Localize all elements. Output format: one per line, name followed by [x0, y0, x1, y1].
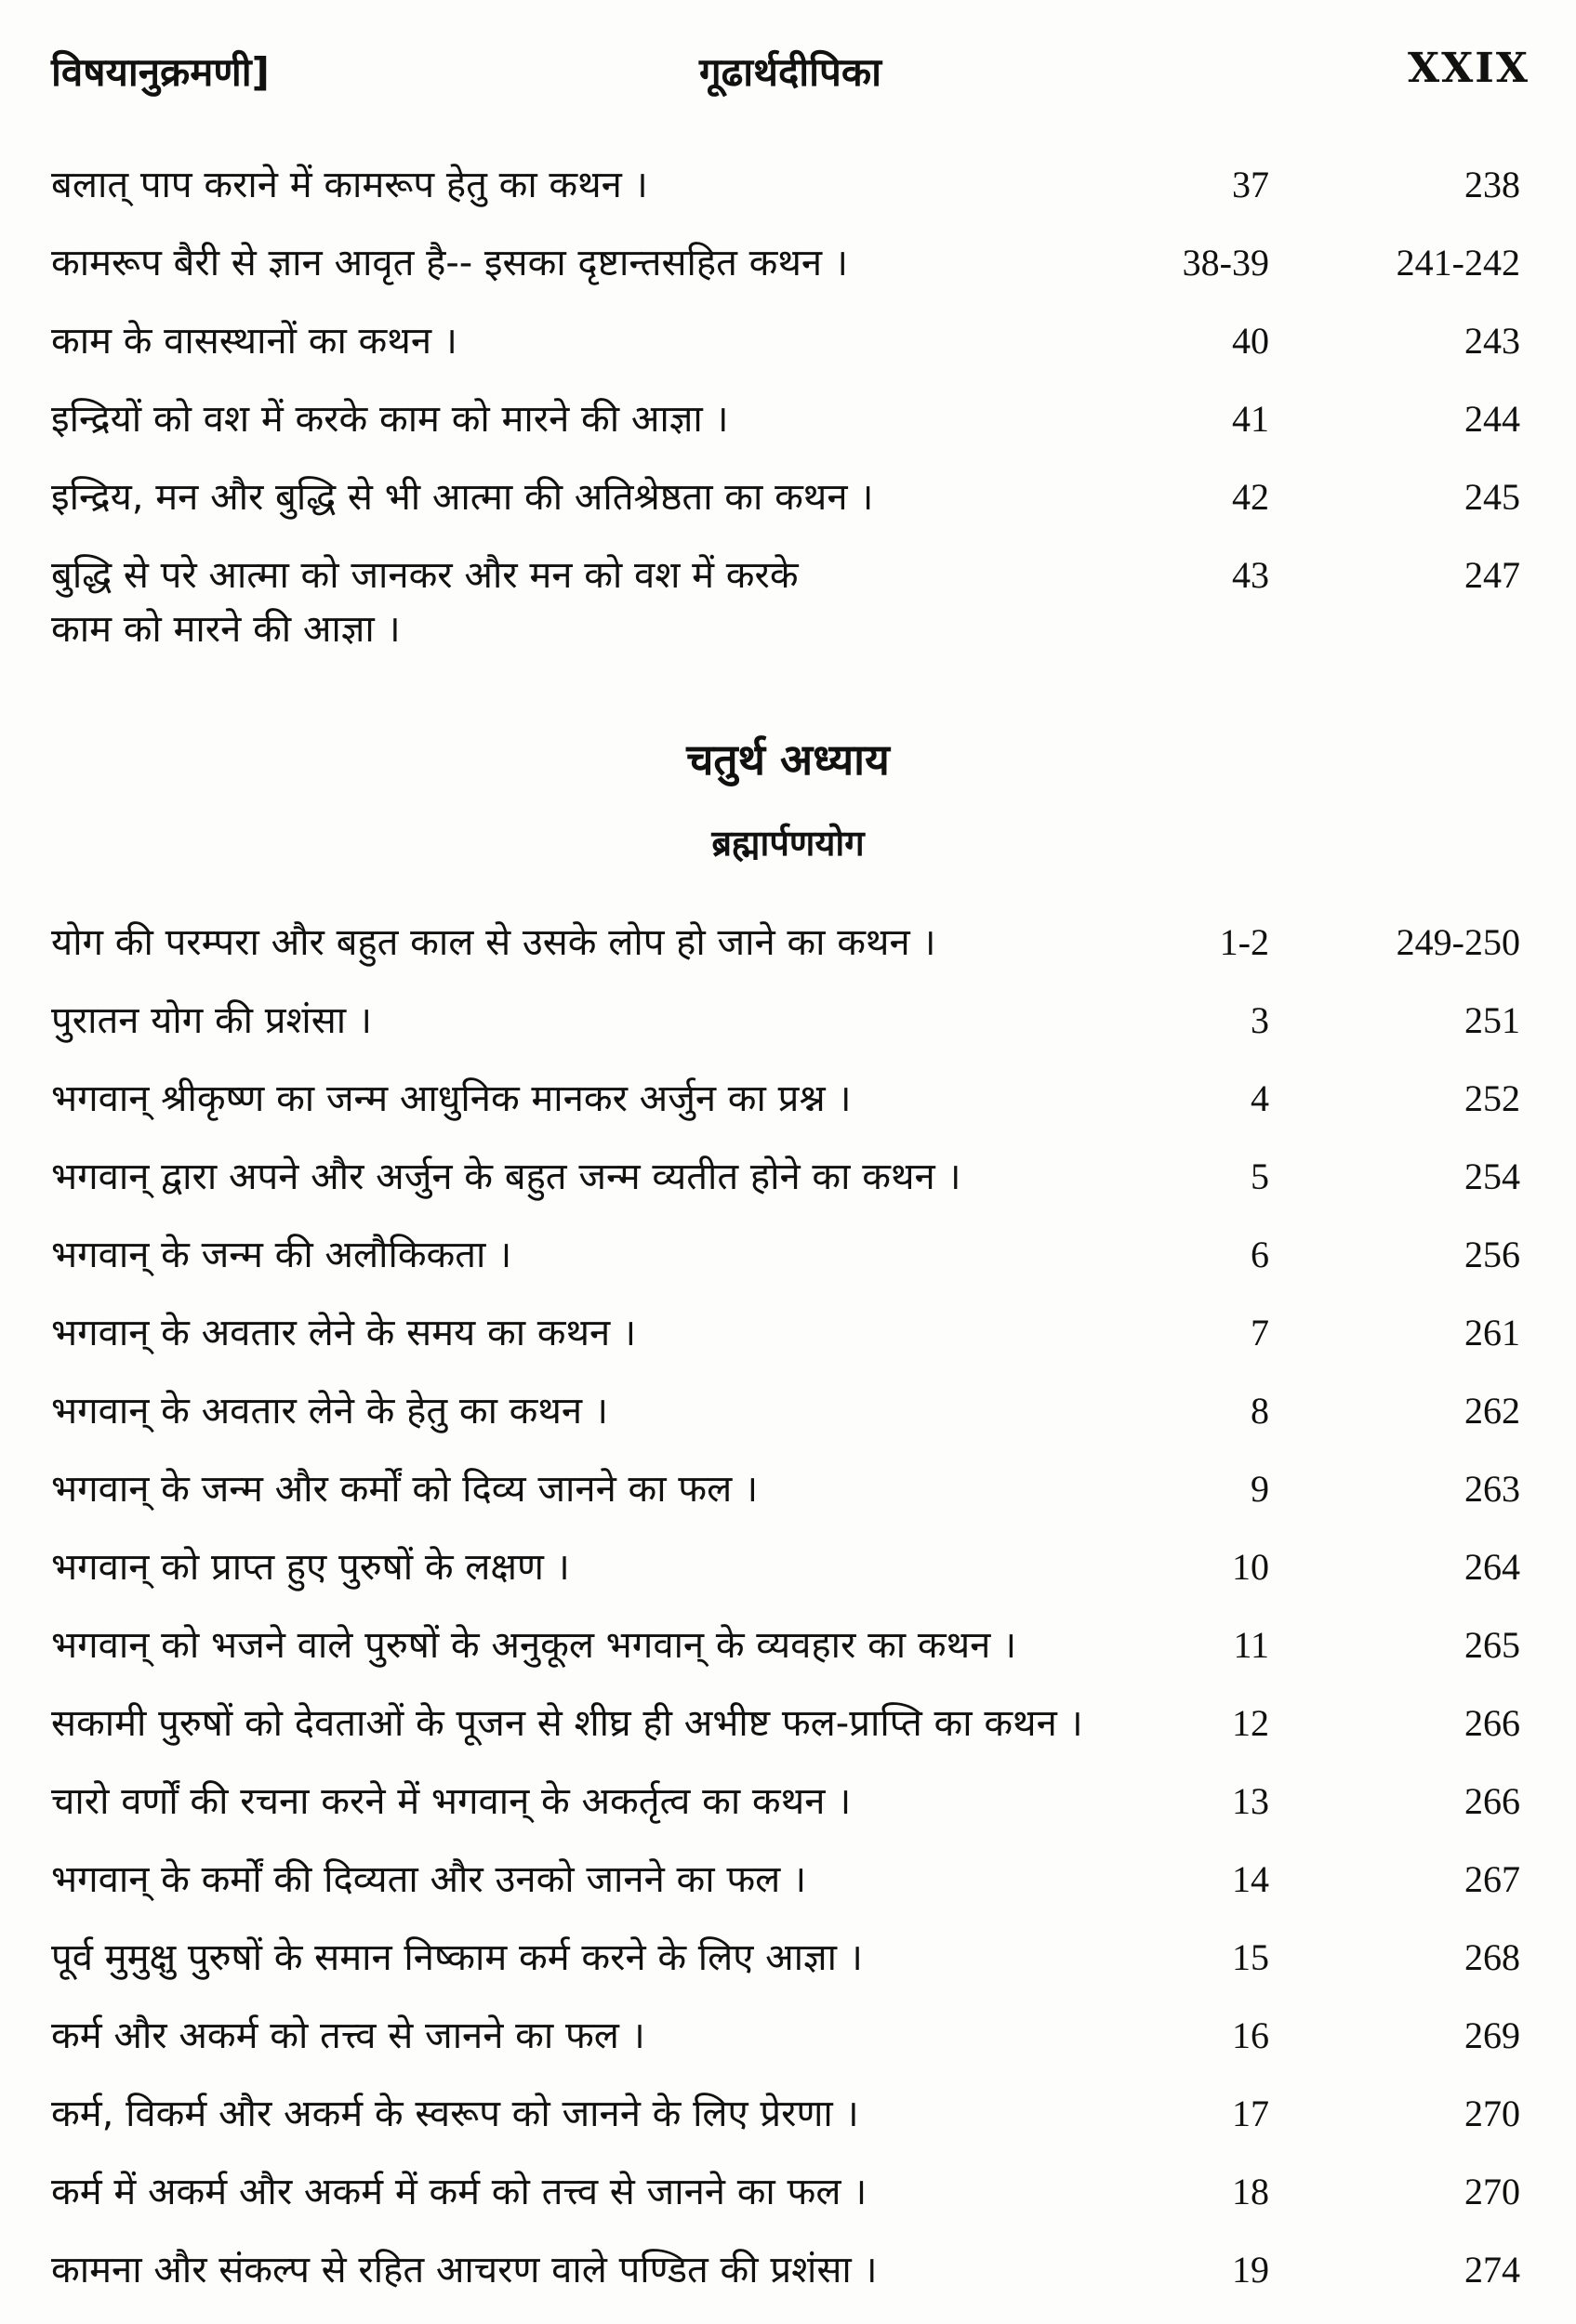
toc-row: [51, 2165, 1520, 2243]
toc-entry-verse: 38-39: [1182, 242, 1269, 284]
toc-row: [51, 1384, 1520, 1462]
toc-row: [51, 470, 1520, 548]
toc-entry-description: भगवान् के अवतार लेने के समय का कथन ।: [51, 1312, 637, 1354]
toc-entry-verse: 15: [1232, 1936, 1269, 1978]
toc-entry-description: पूर्व मुमुक्षु पुरुषों के समान निष्काम कर्म करने के लिए आज्ञा ।: [51, 1936, 863, 1979]
toc-entry-verse: 7: [1251, 1312, 1269, 1353]
toc-row: [51, 2243, 1520, 2321]
toc-entry-description: भगवान् को भजने वाले पुरुषों के अनुकूल भगवान् के व्यवहार का कथन ।: [51, 1624, 1017, 1667]
toc-entry-page: 270: [1464, 2093, 1520, 2134]
toc-entry-description: इन्द्रियों को वश में करके काम को मारने की आज्ञा ।: [51, 398, 729, 441]
toc-entry-page: 243: [1464, 320, 1520, 362]
toc-entry-description: भगवान् श्रीकृष्ण का जन्म आधुनिक मानकर अर्जुन का प्रश्न ।: [51, 1077, 852, 1120]
toc-entry-verse: 4: [1251, 1077, 1269, 1119]
toc-section-1: [51, 158, 1520, 697]
toc-entry-description: बलात् पाप कराने में कामरूप हेतु का कथन ।: [51, 164, 648, 206]
toc-entry-description: कर्म में अकर्म और अकर्म में कर्म को तत्त्व से जानने का फल ।: [51, 2171, 867, 2213]
toc-entry-description: कामना और संकल्प से रहित आचरण वाले पण्डित की प्रशंसा ।: [51, 2249, 878, 2291]
toc-entry-description: चारो वर्णों की रचना करने में भगवान् के अकर्तृत्व का कथन ।: [51, 1780, 852, 1823]
toc-entry-page: 249-250: [1396, 921, 1520, 963]
toc-entry-description: भगवान् द्वारा अपने और अर्जुन के बहुत जन्म व्यतीत होने का कथन ।: [51, 1155, 961, 1198]
toc-row: [51, 1150, 1520, 1228]
toc-entry-verse: 43: [1232, 554, 1269, 596]
toc-entry-verse: 37: [1232, 164, 1269, 205]
toc-entry-page: 241-242: [1396, 242, 1520, 284]
toc-row: [51, 158, 1520, 236]
toc-entry-verse: 9: [1251, 1468, 1269, 1510]
toc-entry-description: सकामी पुरुषों को देवताओं के पूजन से शीघ्र ही अभीष्ट फल-प्राप्ति का कथन ।: [51, 1702, 1083, 1745]
toc-entry-page: 266: [1464, 1780, 1520, 1822]
toc-entry-page: 262: [1464, 1390, 1520, 1432]
toc-entry-page: 265: [1464, 1624, 1520, 1666]
toc-entry-page: 267: [1464, 1858, 1520, 1900]
toc-row: [51, 1618, 1520, 1697]
page-header: [51, 39, 1530, 104]
toc-entry-page: 254: [1464, 1155, 1520, 1197]
header-book-title: गूढार्थदीपिका: [698, 49, 882, 95]
toc-entry-verse: 1-2: [1219, 921, 1269, 963]
toc-row: [51, 2087, 1520, 2165]
toc-entry-page: 256: [1464, 1234, 1520, 1275]
toc-entry-description: बुद्धि से परे आत्मा को जानकर और मन को वश में करके काम को मारने की आज्ञा ।: [51, 554, 799, 651]
toc-entry-verse: 19: [1232, 2249, 1269, 2291]
toc-row: [51, 1228, 1520, 1306]
toc-entry-verse: 17: [1232, 2093, 1269, 2134]
toc-entry-verse: 10: [1232, 1546, 1269, 1588]
toc-row: [51, 2009, 1520, 2087]
toc-row: [51, 1540, 1520, 1618]
toc-entry-page: 261: [1464, 1312, 1520, 1353]
toc-entry-verse: 8: [1251, 1390, 1269, 1432]
toc-entry-page: 244: [1464, 398, 1520, 440]
toc-entry-description: कामरूप बैरी से ज्ञान आवृत है-- इसका दृष्टान्तसहित कथन ।: [51, 242, 848, 284]
toc-section-2: [51, 916, 1520, 2321]
toc-entry-description: भगवान् के जन्म और कर्मों को दिव्य जानने का फल ।: [51, 1468, 759, 1511]
toc-entry-verse: 13: [1232, 1780, 1269, 1822]
toc-entry-verse: 3: [1251, 999, 1269, 1041]
toc-row: [51, 236, 1520, 314]
toc-entry-description: भगवान् के अवतार लेने के हेतु का कथन ।: [51, 1390, 608, 1433]
toc-entry-page: 269: [1464, 2014, 1520, 2056]
toc-entry-description: भगवान् को प्राप्त हुए पुरुषों के लक्षण ।: [51, 1546, 570, 1589]
toc-entry-description: योग की परम्परा और बहुत काल से उसके लोप हो जाने का कथन ।: [51, 921, 936, 964]
header-section-title: विषयानुक्रमणी]: [51, 49, 270, 95]
toc-entry-page: 251: [1464, 999, 1520, 1041]
chapter-subtitle: ब्रह्मार्पणयोग: [711, 823, 865, 864]
toc-row: [51, 1072, 1520, 1150]
toc-entry-verse: 14: [1232, 1858, 1269, 1900]
toc-row: [51, 994, 1520, 1072]
toc-entry-page: 270: [1464, 2171, 1520, 2212]
toc-row: [51, 1306, 1520, 1384]
header-page-number: XXIX: [1408, 45, 1530, 92]
toc-row: [51, 1462, 1520, 1540]
toc-entry-description: काम के वासस्थानों का कथन ।: [51, 320, 457, 363]
toc-entry-verse: 11: [1233, 1624, 1269, 1666]
toc-entry-verse: 41: [1232, 398, 1269, 440]
toc-row: [51, 314, 1520, 392]
toc-entry-page: 247: [1464, 554, 1520, 596]
toc-row: [51, 1853, 1520, 1931]
toc-entry-verse: 6: [1251, 1234, 1269, 1275]
toc-entry-description: कर्म, विकर्म और अकर्म के स्वरूप को जानने के लिए प्रेरणा ।: [51, 2093, 859, 2135]
toc-entry-page: 266: [1464, 1702, 1520, 1744]
toc-entry-description: पुरातन योग की प्रशंसा ।: [51, 999, 372, 1042]
toc-entry-description: भगवान् के जन्म की अलौकिकता ।: [51, 1234, 512, 1276]
toc-entry-verse: 16: [1232, 2014, 1269, 2056]
toc-row: [51, 1697, 1520, 1775]
toc-entry-verse: 18: [1232, 2171, 1269, 2212]
toc-entry-page: 264: [1464, 1546, 1520, 1588]
toc-entry-page: 268: [1464, 1936, 1520, 1978]
toc-entry-verse: 42: [1232, 476, 1269, 518]
toc-row: [51, 1775, 1520, 1853]
toc-entry-description: भगवान् के कर्मों की दिव्यता और उनको जानने का फल ।: [51, 1858, 807, 1901]
toc-row: [51, 1931, 1520, 2009]
toc-entry-description: इन्द्रिय, मन और बुद्धि से भी आत्मा की अतिश्रेष्ठता का कथन ।: [51, 476, 874, 519]
toc-row: [51, 548, 1520, 697]
toc-entry-page: 252: [1464, 1077, 1520, 1119]
toc-entry-page: 245: [1464, 476, 1520, 518]
toc-entry-verse: 40: [1232, 320, 1269, 362]
toc-entry-page: 274: [1464, 2249, 1520, 2291]
toc-entry-verse: 12: [1232, 1702, 1269, 1744]
toc-entry-verse: 5: [1251, 1155, 1269, 1197]
toc-entry-page: 238: [1464, 164, 1520, 205]
toc-entry-description: कर्म और अकर्म को तत्त्व से जानने का फल ।: [51, 2014, 645, 2057]
chapter-title: चतुर्थ अध्याय: [686, 734, 890, 785]
toc-row: [51, 392, 1520, 470]
toc-entry-page: 263: [1464, 1468, 1520, 1510]
toc-row: [51, 916, 1520, 994]
